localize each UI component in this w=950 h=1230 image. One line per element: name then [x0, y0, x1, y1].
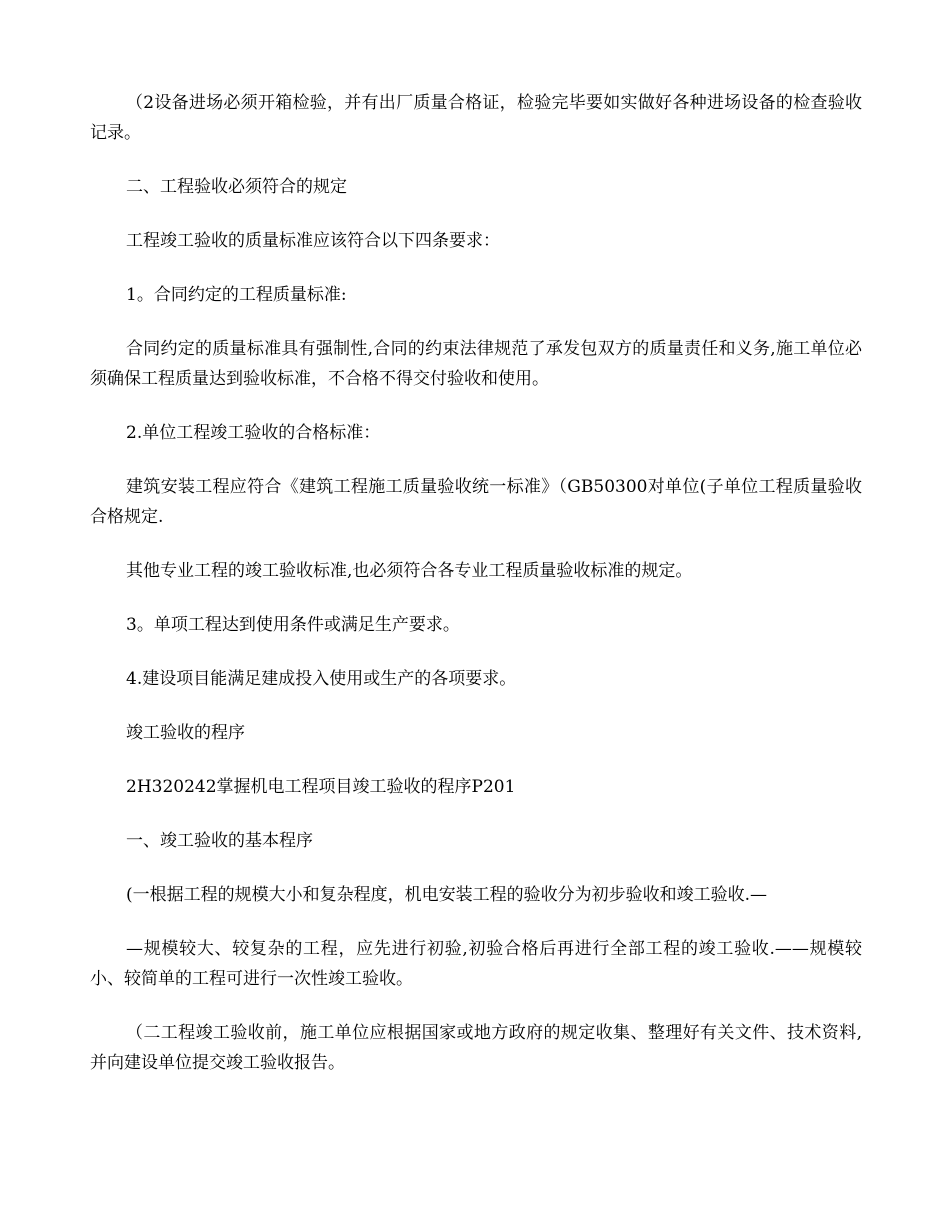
paragraph-four-requirements: 工程竣工验收的质量标准应该符合以下四条要求： [126, 231, 500, 251]
paragraph-contract-standard: 合同约定的质量标准具有强制性,合同的约束法律规范了承发包双方的质量责任和义务,施工单位必须确保工程质量达到验收标准，不合格不得交付验收和使用。 [90, 339, 862, 389]
item-4-construction-project: 4.建设项目能满足建成投入使用或生产的各项要求。 [126, 669, 517, 689]
paragraph-procedure-2: （二工程竣工验收前，施工单位应根据国家或地方政府的规定收集、整理好有关文件、技术资料,并向建设单位提交竣工验收报告。 [90, 1023, 862, 1073]
item-2-unit-standard: 2.单位工程竣工验收的合格标准： [126, 423, 381, 443]
paragraph-procedure-scale: —规模较大、较复杂的工程，应先进行初验,初验合格后再进行全部工程的竣工验收.——规模较小、较简单的工程可进行一次性竣工验收。 [90, 939, 862, 989]
heading-basic-procedure: 一、竣工验收的基本程序 [126, 831, 313, 851]
paragraph-procedure-1: (一根据工程的规模大小和复杂程度，机电安装工程的验收分为初步验收和竣工验收.— [126, 885, 768, 905]
item-3-single-project: 3。单项工程达到使用条件或满足生产要求。 [126, 615, 460, 635]
document-page [90, 88, 862, 1102]
heading-acceptance-procedure: 竣工验收的程序 [126, 723, 245, 743]
heading-acceptance-rules: 二、工程验收必须符合的规定 [126, 177, 347, 197]
heading-2h320242: 2H320242掌握机电工程项目竣工验收的程序P201 [126, 777, 516, 797]
paragraph-other-professional: 其他专业工程的竣工验收标准,也必须符合各专业工程质量验收标准的规定。 [126, 561, 693, 581]
paragraph-gb50300: 建筑安装工程应符合《建筑工程施工质量验收统一标准》（GB50300对单位(子单位工程质量验收合格规定. [90, 477, 862, 527]
item-1-contract-standard: 1。合同约定的工程质量标准: [126, 285, 347, 305]
paragraph-equipment-inspection: （2设备进场必须开箱检验，并有出厂质量合格证，检验完毕要如实做好各种进场设备的检查验收记录。 [90, 93, 862, 143]
